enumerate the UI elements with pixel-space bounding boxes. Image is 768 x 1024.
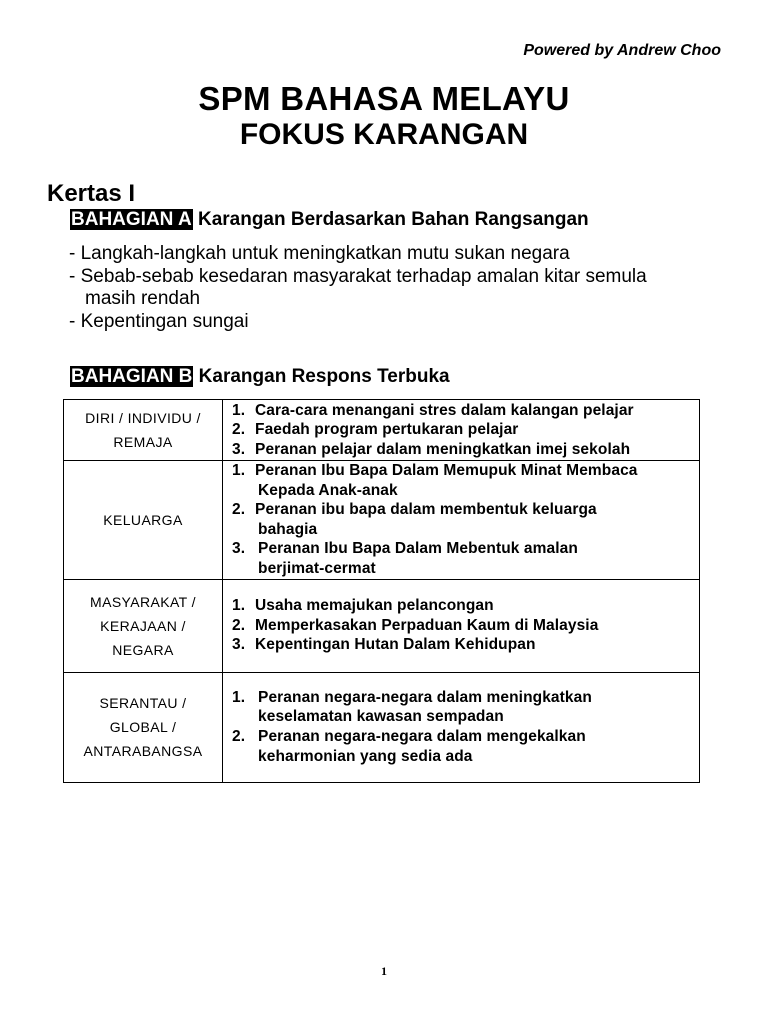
category-cell bbox=[64, 672, 223, 782]
topic-item: 3. Peranan pelajar dalam meningkatkan imej sekolah bbox=[232, 440, 631, 458]
category-cell bbox=[64, 400, 223, 461]
topic-item: 1. Cara-cara menangani stres dalam kalangan pelajar bbox=[232, 401, 634, 419]
topic-item-continuation: keharmonian yang sedia ada bbox=[258, 747, 473, 765]
topic-item: 1. Usaha memajukan pelancongan bbox=[232, 597, 494, 615]
topic-item: 2. Peranan ibu bapa dalam membentuk keluarga bbox=[232, 501, 597, 519]
section-b-title: Karangan Respons Terbuka bbox=[198, 366, 450, 387]
page-number: 1 bbox=[381, 964, 387, 978]
topic-item-continuation: keselamatan kawasan sempadan bbox=[258, 708, 504, 726]
list-item: - Kepentingan sungai bbox=[69, 310, 249, 332]
section-b-tag: BAHAGIAN B bbox=[71, 366, 193, 387]
topics-cell bbox=[223, 579, 700, 672]
table-row bbox=[64, 579, 700, 672]
category-cell bbox=[64, 461, 223, 580]
credit-line: Powered by Andrew Choo bbox=[523, 42, 721, 59]
table-row bbox=[64, 672, 700, 782]
topics-cell bbox=[223, 400, 700, 461]
topic-item: 3. Kepentingan Hutan Dalam Kehidupan bbox=[232, 636, 536, 654]
category-label: DIRI / INDIVIDU / bbox=[85, 410, 201, 426]
category-label: SERANTAU / bbox=[99, 695, 187, 712]
section-a-title: Karangan Berdasarkan Bahan Rangsangan bbox=[197, 209, 589, 230]
topic-item: 2. Memperkasakan Perpaduan Kaum di Malaysia bbox=[232, 616, 599, 634]
topics-cell bbox=[223, 672, 700, 782]
topic-item-continuation: Kepada Anak-anak bbox=[258, 481, 398, 499]
section-a-heading bbox=[70, 209, 589, 231]
topic-item: 2. Peranan negara-negara dalam mengekalkan bbox=[232, 728, 586, 746]
paper-heading: Kertas I bbox=[47, 180, 136, 207]
category-label: KERAJAAN / bbox=[100, 617, 186, 634]
table-row bbox=[64, 400, 700, 461]
topics-table bbox=[63, 399, 700, 783]
category-label: ANTARABANGSA bbox=[83, 743, 203, 760]
section-b-heading bbox=[70, 366, 450, 388]
category-cell bbox=[64, 579, 223, 672]
list-item-continuation: masih rendah bbox=[85, 288, 201, 309]
topic-item: 2. Faedah program pertukaran pelajar bbox=[232, 421, 519, 439]
topic-item: 1. Peranan Ibu Bapa Dalam Memupuk Minat Membaca bbox=[232, 462, 638, 479]
document-subtitle: FOKUS KARANGAN bbox=[239, 118, 529, 151]
topic-item-continuation: berjimat-cermat bbox=[258, 559, 376, 577]
topic-item: 3. Peranan Ibu Bapa Dalam Mebentuk amalan bbox=[232, 540, 578, 558]
topic-item: 1. Peranan negara-negara dalam meningkatkan bbox=[232, 688, 592, 706]
topics-cell bbox=[223, 461, 700, 580]
category-label: GLOBAL / bbox=[109, 719, 177, 736]
list-item: - Sebab-sebab kesedaran masyarakat terhadap amalan kitar semula bbox=[69, 265, 647, 287]
topic-item-continuation: bahagia bbox=[258, 520, 318, 538]
list-item: - Langkah-langkah untuk meningkatkan mutu sukan negara bbox=[69, 243, 570, 264]
document-title: SPM BAHASA MELAYU bbox=[198, 80, 570, 117]
category-label: KELUARGA bbox=[103, 511, 183, 528]
category-label: MASYARAKAT / bbox=[90, 593, 196, 610]
category-label: NEGARA bbox=[112, 641, 174, 658]
category-label: REMAJA bbox=[113, 434, 173, 450]
section-a-list bbox=[69, 243, 647, 333]
section-a-tag: BAHAGIAN A bbox=[71, 209, 192, 230]
table-row bbox=[64, 461, 700, 580]
